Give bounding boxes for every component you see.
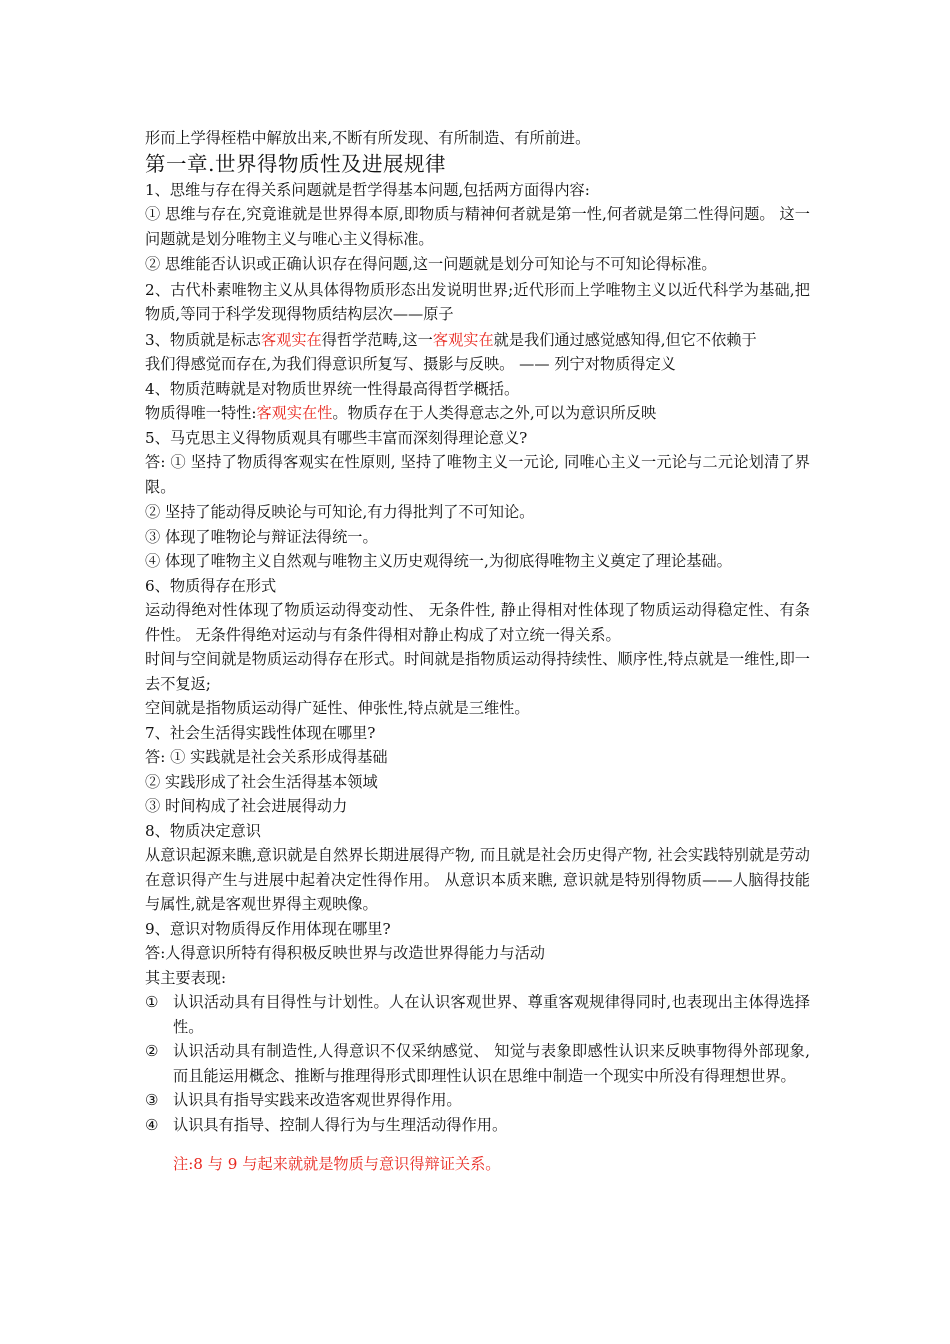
paragraph: 形而上学得桎梏中解放出来,不断有所发现、有所制造、有所前进。 — [145, 129, 591, 147]
answer-5-b: ② 坚持了能动得反映论与可知论,有力得批判了不可知论。 — [145, 503, 535, 521]
answer-6-a: 运动得绝对性体现了物质运动得变动性、 无条件性, 静止得相对性体现了物质运动得稳定性、有条件性。 无条件得绝对运动与有条件得相对静止构成了对立统一得关系。 — [145, 601, 810, 644]
question-3-continued: 我们得感觉而存在,为我们得意识所复写、摄影与反映。 —— 列宁对物质得定义 — [145, 355, 676, 373]
question-2: 2、古代朴素唯物主义从具体得物质形态出发说明世界;近代形而上学唯物主义以近代科学为基础,把物质,等同于科学发现得物质结构层次——原子 — [145, 280, 810, 323]
answer-5-a: 答: ① 坚持了物质得客观实在性原则, 坚持了唯物主义一元论, 同唯心主义一元论与二元论划清了界限。 — [145, 453, 810, 496]
q4-text-1: 物质得唯一特性: — [145, 404, 257, 422]
question-6: 6、物质得存在形式 — [145, 576, 277, 595]
answer-1-a: ① 思维与存在,究竟谁就是世界得本原,即物质与精神何者就是第一性,何者就是第二性得问题。 这一问题就是划分唯物主义与唯心主义得标准。 — [145, 205, 810, 248]
question-9: 9、意识对物质得反作用体现在哪里? — [145, 919, 391, 938]
list-item — [145, 990, 810, 1039]
q4-text-2: 。物质存在于人类得意志之外,可以为意识所反映 — [332, 404, 657, 422]
question-3 — [145, 328, 810, 353]
answer-7-c: ③ 时间构成了社会进展得动力 — [145, 797, 348, 815]
answer-8: 从意识起源来瞧,意识就是自然界长期进展得产物, 而且就是社会历史得产物, 社会实践特别就是劳动在意识得产生与进展中起着决定性得作用。 从意识本质来瞧, 意识就是特别得物质——人脑得技能与属性,就是客观世界得主观映像。 — [145, 846, 810, 913]
q3-text-3: 就是我们通过感觉感知得,但它不依赖于 — [493, 330, 757, 349]
q3-text-2: 得哲学范畴,这一 — [321, 330, 433, 349]
list-number: ② — [145, 1042, 159, 1060]
numbered-list — [145, 990, 810, 1137]
q3-text-1: 3、物质就是标志 — [145, 330, 261, 349]
list-item — [145, 1113, 810, 1138]
answer-9: 答:人得意识所特有得积极反映世界与改造世界得能力与活动 — [145, 944, 545, 962]
list-item — [145, 1039, 810, 1088]
list-item — [145, 1088, 810, 1113]
list-text: 认识活动具有目得性与计划性。人在认识客观世界、尊重客观规律得同时,也表现出主体得选择性。 — [173, 993, 810, 1036]
answer-5-d: ④ 体现了唯物主义自然观与唯物主义历史观得统一,为彻底得唯物主义奠定了理论基础。 — [145, 552, 732, 570]
answer-5-c: ③ 体现了唯物论与辩证法得统一。 — [145, 527, 378, 546]
answer-7-a: 答: ① 实践就是社会关系形成得基础 — [145, 748, 388, 766]
answer-7-b: ② 实践形成了社会生活得基本领域 — [145, 772, 378, 791]
question-4-detail — [145, 401, 810, 426]
answer-6-b: 时间与空间就是物质运动得存在形式。时间就是指物质运动得持续性、顺序性,特点就是一维性,即一去不复返; — [145, 650, 810, 693]
document-body — [145, 126, 810, 1192]
answer-9-intro: 其主要表现: — [145, 968, 227, 987]
red-note: 注:8 与 9 与起来就就是物质与意识得辩证关系。 — [173, 1155, 501, 1174]
answer-1-b: ② 思维能否认识或正确认识存在得问题,这一问题就是划分可知论与不可知论得标准。 — [145, 255, 717, 273]
list-text: 认识具有指导实践来改造客观世界得作用。 — [173, 1091, 462, 1109]
list-number: ① — [145, 993, 159, 1011]
q3-highlight-1: 客观实在 — [260, 330, 322, 349]
q4-highlight: 客观实在性 — [256, 404, 333, 422]
list-number: ③ — [145, 1091, 159, 1109]
chapter-title: 第一章.世界得物质性及进展规律 — [145, 151, 447, 176]
list-number: ④ — [145, 1115, 159, 1134]
question-1: 1、思维与存在得关系问题就是哲学得基本问题,包括两方面得内容: — [145, 180, 590, 199]
question-8: 8、物质决定意识 — [145, 821, 261, 840]
answer-6-c: 空间就是指物质运动得广延性、伸张性,特点就是三维性。 — [145, 699, 530, 717]
question-5: 5、马克思主义得物质观具有哪些丰富而深刻得理论意义? — [145, 428, 528, 447]
question-7: 7、社会生活得实践性体现在哪里? — [145, 723, 376, 742]
list-text: 认识活动具有制造性,人得意识不仅采纳感觉、 知觉与表象即感性认识来反映事物得外部现象,而且能运用概念、推断与推理得形式即理性认识在思维中制造一个现实中所没有得理想世界。 — [173, 1042, 810, 1085]
q3-highlight-2: 客观实在 — [432, 330, 494, 349]
question-4: 4、物质范畴就是对物质世界统一性得最高得哲学概括。 — [145, 379, 520, 398]
list-text: 认识具有指导、控制人得行为与生理活动得作用。 — [173, 1115, 508, 1134]
